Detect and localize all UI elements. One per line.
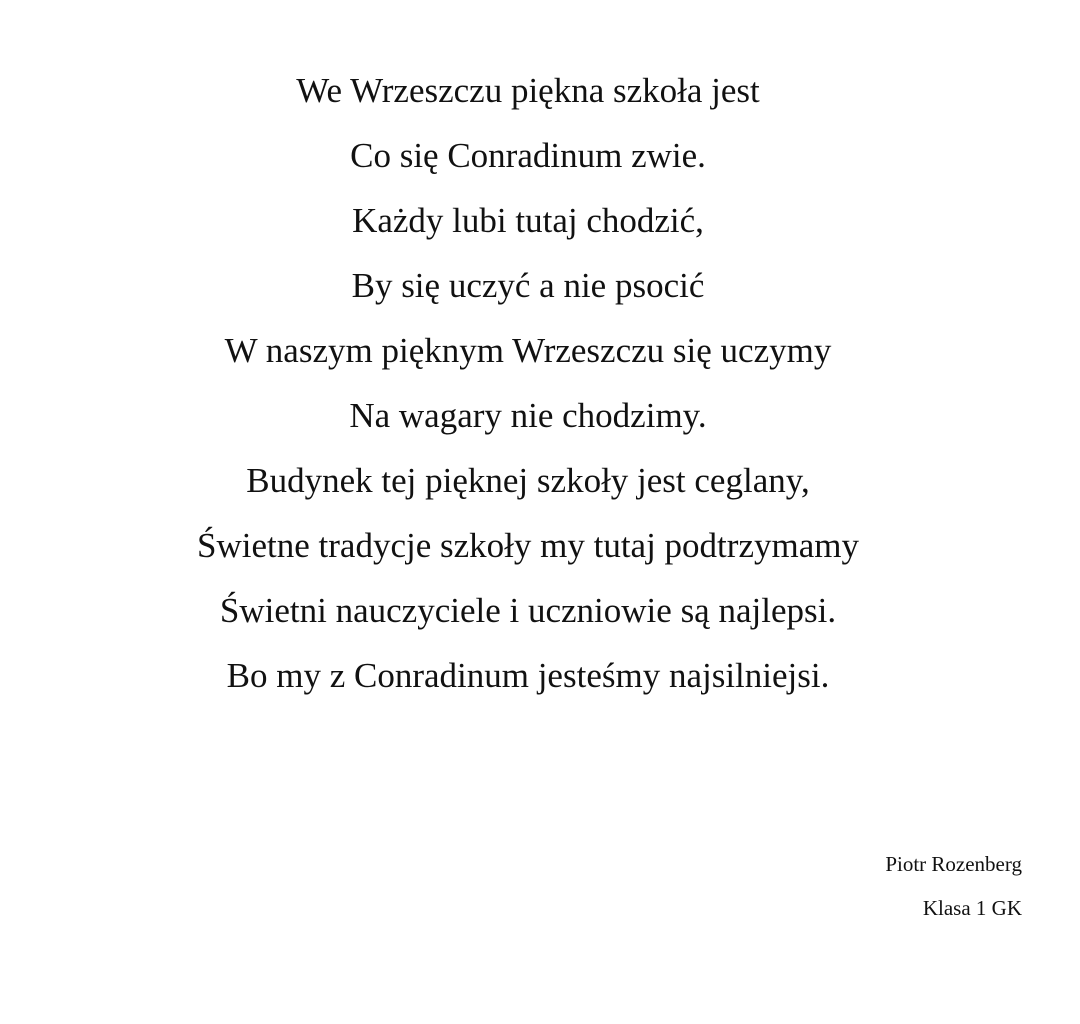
poem-line-9: Świetni nauczyciele i uczniowie są najlepsi. <box>219 591 837 630</box>
poem-line-7: Budynek tej pięknej szkoły jest ceglany, <box>246 461 810 500</box>
poem-line-8: Świetne tradycje szkoły my tutaj podtrzymamy <box>197 526 859 565</box>
signature-block <box>885 842 1022 930</box>
poem-line-1: We Wrzeszczu piękna szkoła jest <box>296 71 760 110</box>
poem-line-10: Bo my z Conradinum jesteśmy najsilniejsi. <box>226 656 830 695</box>
poem-line-3: Każdy lubi tutaj chodzić, <box>352 201 704 240</box>
author-name: Piotr Rozenberg <box>885 852 1022 876</box>
author-class: Klasa 1 GK <box>922 896 1022 920</box>
poem-line-4: By się uczyć a nie psocić <box>351 266 705 305</box>
poem <box>0 58 1056 708</box>
poem-line-5: W naszym pięknym Wrzeszczu się uczymy <box>224 331 832 370</box>
poem-line-6: Na wagary nie chodzimy. <box>349 396 707 435</box>
poem-line-2: Co się Conradinum zwie. <box>350 136 706 175</box>
